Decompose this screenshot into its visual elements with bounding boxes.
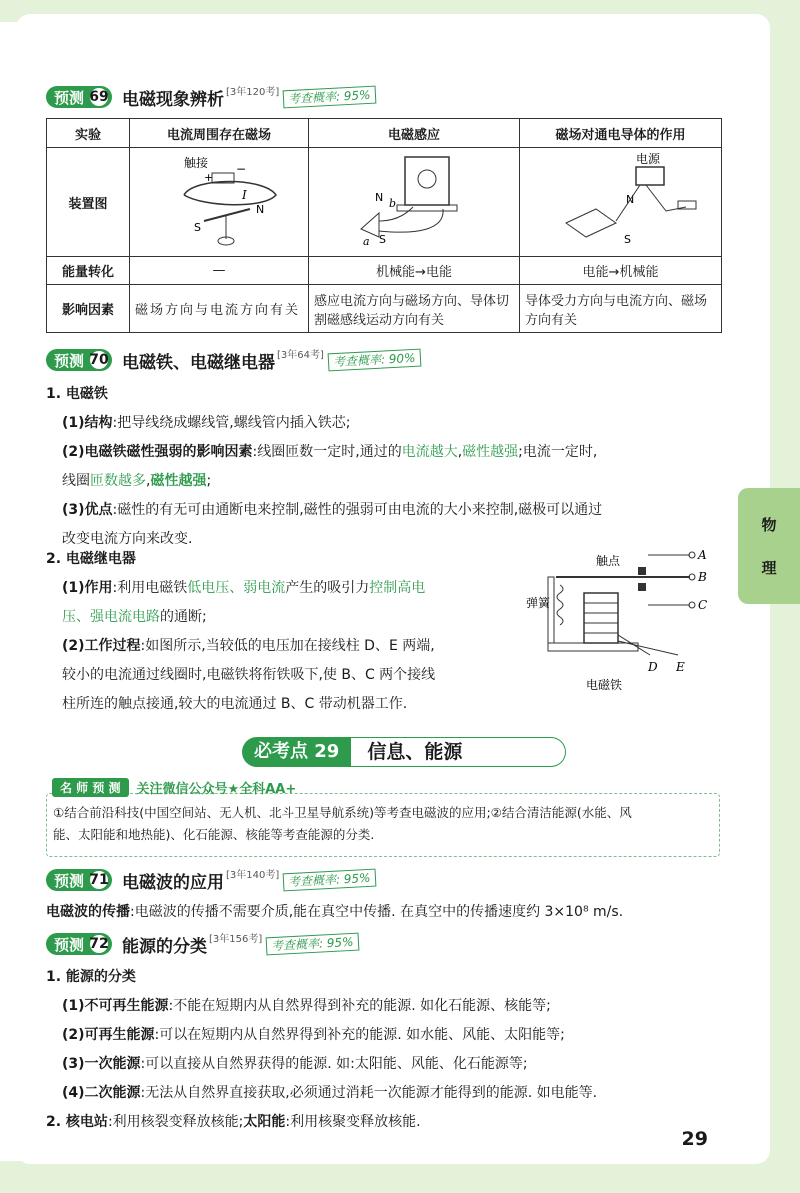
table-cell: —: [130, 257, 309, 285]
text: :无法从自然界直接获取,必须通过消耗一次能源才能得到的能源. 如电能等.: [140, 1085, 598, 1101]
prediction-frequency: [3年140考]: [226, 869, 280, 881]
teacher-prediction-header: [52, 778, 296, 797]
term: (3)一次能源: [62, 1056, 141, 1072]
row-label: 影响因素: [47, 285, 130, 333]
text: :可以在短期内从自然界得到补充的能源. 如水能、风能、太阳能等;: [154, 1027, 565, 1043]
prediction-frequency: [3年120考]: [226, 86, 280, 98]
table-cell: 感应电流方向与磁场方向、导体切割磁感线运动方向有关: [309, 285, 520, 333]
meter-dial-shape: [418, 170, 436, 188]
text: ,: [146, 473, 151, 489]
prediction-badge-label: 预测: [54, 935, 85, 954]
prediction-71-header: [46, 867, 376, 893]
term: 电磁波的传播: [46, 904, 130, 920]
prediction-72-header: [46, 931, 359, 957]
table-cell: 电能→机械能: [520, 257, 722, 285]
contact-lower: [638, 583, 646, 591]
highlight: 磁性越强: [150, 473, 207, 489]
prediction-title: 电磁现象辨析: [122, 89, 225, 110]
text-line: 改变电流方向来改变.: [62, 531, 193, 547]
label-south: S: [194, 221, 201, 234]
text: :磁性的有无可由通断电来控制,磁性的强弱可由电流的大小来控制,磁极可以通过: [112, 502, 603, 518]
em-wave-propagation: [46, 898, 722, 927]
term: 太阳能: [243, 1114, 286, 1130]
section-heading: 1. 电磁铁: [46, 386, 108, 402]
label-spring: 弹簧: [526, 596, 551, 610]
magnet-shape: [361, 213, 379, 237]
table-header-cell: 电流周围存在磁场: [130, 119, 309, 148]
term: (1)结构: [62, 415, 113, 431]
text: :不能在短期内从自然界得到补充的能源. 如化石能源、核能等;: [168, 998, 551, 1014]
prediction-number: 70: [88, 349, 110, 371]
text-line: [46, 1108, 722, 1137]
table-header-cell: 实验: [47, 119, 130, 148]
base-shape: [548, 643, 638, 651]
term: (2)电磁铁磁性强弱的影响因素: [62, 444, 253, 460]
term: (2)工作过程: [62, 638, 141, 654]
label-south: S: [623, 233, 631, 246]
meter-base-shape: [397, 205, 457, 211]
section-heading: 1. 能源的分类: [46, 969, 136, 985]
text-line: [46, 574, 526, 603]
oersted-diagram-cell: [130, 148, 309, 257]
prediction-69-header: [46, 84, 376, 110]
prediction-badge-label: 预测: [54, 351, 85, 370]
term: (1)不可再生能源: [62, 998, 169, 1014]
text-line: [46, 409, 722, 438]
exam-probability-stamp: 考查概率: 95%: [283, 869, 376, 892]
exam-probability-stamp: 考查概率: 95%: [266, 933, 359, 956]
label-d: D: [648, 660, 658, 674]
electromagnet-coil: [584, 593, 618, 643]
prediction-badge: [46, 869, 112, 891]
section-heading: 2. 电磁继电器: [46, 551, 136, 567]
text: :线圈匝数一定时,通过的: [252, 444, 402, 460]
teacher-prediction-badge: 名 师 预 测: [52, 778, 129, 797]
induction-experiment-diagram: [339, 151, 489, 249]
prediction-title: 电磁波的应用: [122, 872, 225, 893]
side-tab-char-1: 物: [761, 516, 777, 534]
label-contact: 触点: [596, 554, 621, 568]
label-south: S: [379, 233, 386, 246]
label-electromagnet: 电磁铁: [586, 678, 623, 692]
label-north: N: [375, 191, 384, 204]
power-source-shape: [636, 167, 664, 185]
prediction-badge: [46, 349, 112, 371]
table-row-diagram: [47, 148, 722, 257]
exam-probability-stamp: 考查概率: 95%: [283, 86, 376, 109]
table-header-row: [47, 119, 722, 148]
term: (4)二次能源: [62, 1085, 141, 1101]
row-label: 装置图: [47, 148, 130, 257]
page-frame-bottom: [0, 1161, 800, 1193]
highlight: 匝数越多: [90, 473, 146, 489]
label-north: N: [256, 203, 265, 216]
text-line: [46, 603, 526, 632]
highlight: 低电压、弱电流: [187, 580, 286, 596]
motor-diagram-cell: [520, 148, 722, 257]
energy-classification-section: [46, 963, 722, 1137]
text-line: 柱所连的触点接通,较大的电流通过 B、C 带动机器工作.: [62, 696, 408, 712]
oersted-experiment-diagram: [144, 151, 294, 249]
text: :可以直接从自然界获得的能源. 如:太阳能、风能、化石能源等;: [140, 1056, 528, 1072]
label-plus: +: [204, 171, 214, 184]
row-label: 能量转化: [47, 257, 130, 285]
highlight: 电流越大: [401, 444, 458, 460]
label-b: b: [389, 197, 397, 210]
table-cell: 导体受力方向与电流方向、磁场方向有关: [520, 285, 722, 333]
text: :利用核聚变释放核能.: [285, 1114, 421, 1130]
electromagnet-section: [46, 380, 722, 554]
text-line: [46, 1021, 722, 1050]
wechat-promo[interactable]: 关注微信公众号★全科AA+: [136, 782, 297, 797]
term: (3)优点: [62, 502, 113, 518]
term: 2. 核电站: [46, 1114, 108, 1130]
highlight: 磁性越强: [462, 444, 519, 460]
exam-probability-stamp: 考查概率: 90%: [327, 349, 420, 372]
prediction-badge: [46, 86, 112, 108]
side-tab-char-2: 理: [761, 559, 777, 577]
prediction-title: 能源的分类: [122, 936, 208, 957]
text-line: [46, 632, 526, 661]
subject-side-tab[interactable]: [738, 488, 800, 604]
prediction-badge-label: 预测: [54, 88, 85, 107]
label-e: E: [676, 660, 685, 674]
text: :把导线绕成螺线管,螺线管内插入铁芯;: [112, 415, 351, 431]
text: ;电流一定时,: [518, 444, 598, 460]
label-minus: −: [236, 162, 247, 176]
table-row-factors: [47, 285, 722, 333]
coil-leads: [618, 635, 678, 655]
prediction-number: 71: [88, 869, 110, 891]
wire-loop-shape: [184, 182, 276, 205]
text: :利用电磁铁: [112, 580, 188, 596]
label-a: a: [363, 235, 370, 248]
induction-diagram-cell: [309, 148, 520, 257]
term: (1)作用: [62, 580, 113, 596]
label-power-source: 电源: [635, 152, 660, 166]
text: :利用核裂变释放核能;: [107, 1114, 244, 1130]
table-cell: 磁场方向与电流方向有关: [130, 285, 309, 333]
compass-needle-shape: [204, 209, 250, 221]
key-point-title: 信息、能源: [351, 737, 566, 767]
contact-upper: [638, 567, 646, 575]
text: :如图所示,当较低的电压加在接线柱 D、E 两端,: [140, 638, 435, 654]
motor-principle-diagram: [536, 151, 706, 249]
prediction-frequency: [3年156考]: [209, 933, 263, 945]
text: 产生的吸引力: [285, 580, 370, 596]
prediction-number: 72: [88, 933, 110, 955]
spring-shape: [557, 585, 563, 625]
table-cell: 机械能→电能: [309, 257, 520, 285]
text-line: [46, 467, 722, 496]
prediction-number: 69: [88, 86, 110, 108]
rail-shape: [566, 209, 616, 237]
prediction-70-header: [46, 347, 420, 373]
label-b: B: [698, 570, 707, 584]
text-line: 较小的电流通过线圈时,电磁铁将衔铁吸下,使 B、C 两个接线: [62, 667, 436, 683]
text-line: [46, 496, 722, 525]
highlight: 控制高电: [369, 580, 426, 596]
prediction-title: 电磁铁、电磁继电器: [122, 352, 276, 373]
label-current: I: [242, 188, 247, 202]
text-line: [46, 1050, 722, 1079]
label-c: C: [698, 598, 708, 612]
prediction-badge-label: 预测: [54, 871, 85, 890]
tip-line: ①结合前沿科技(中国空间站、无人机、北斗卫星导航系统)等考查电磁波的应用;②结合清洁能源(水能、风: [53, 805, 632, 820]
prediction-badge: [46, 933, 112, 955]
tip-line: 能、太阳能和地热能)、化石能源、核能等考查能源的分类.: [53, 827, 375, 842]
text-line: [46, 438, 722, 467]
text: ,: [457, 444, 463, 460]
relay-section: [46, 545, 526, 719]
label-a: A: [698, 548, 707, 562]
key-point-badge: 必考点 29: [242, 737, 351, 767]
page-number: 29: [681, 1128, 708, 1150]
galvanometer-shape: [405, 157, 449, 205]
frame-post: [548, 577, 554, 643]
teacher-prediction-box: [46, 793, 720, 857]
prediction-frequency: [3年64考]: [277, 349, 324, 361]
text: ;: [206, 473, 212, 489]
label-north: N: [625, 193, 634, 206]
text: 线圈: [62, 473, 90, 489]
label-contact: 触接: [184, 156, 209, 170]
text-line: [46, 992, 722, 1021]
text: :电磁波的传播不需要介质,能在真空中传播. 在真空中的传播速度约 3×10⁸ m/s.: [130, 904, 624, 920]
text: 的通断;: [160, 609, 207, 625]
key-point-29-banner: [242, 737, 566, 767]
table-header-cell: 电磁感应: [309, 119, 520, 148]
text-line: [46, 1079, 722, 1108]
term: (2)可再生能源: [62, 1027, 155, 1043]
experiment-comparison-table: [46, 118, 722, 333]
relay-diagram: [526, 545, 722, 695]
table-header-cell: 磁场对通电导体的作用: [520, 119, 722, 148]
highlight: 压、强电流电路: [62, 609, 160, 625]
table-row-energy: [47, 257, 722, 285]
